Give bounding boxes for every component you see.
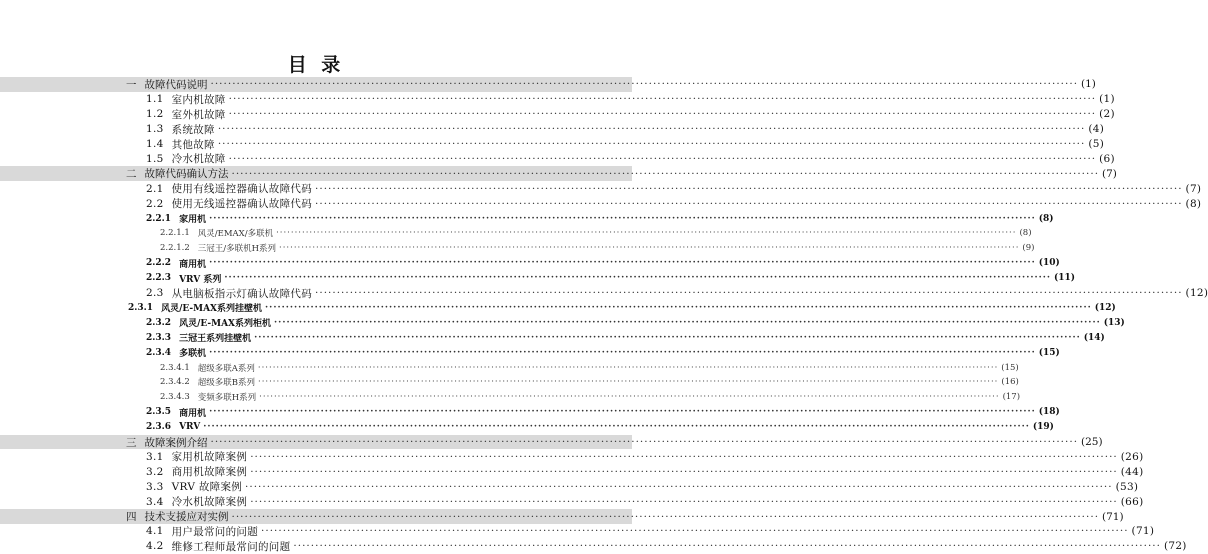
toc-entry-title: 室内机故障 <box>171 93 226 106</box>
toc-entry-number: 2.2 <box>146 197 164 210</box>
toc-dot-leader: ········································································································································································································ <box>257 362 999 373</box>
toc-entry-number: 三 <box>126 436 137 449</box>
toc-entry-row[interactable] <box>0 479 1139 494</box>
toc-page-number: (7) <box>1102 167 1117 180</box>
toc-chapter-row[interactable] <box>0 166 1117 181</box>
toc-entry-number: 2.2.1.1 <box>160 228 190 239</box>
toc-entry-row[interactable] <box>0 122 1105 137</box>
toc-page-number: (1) <box>1081 78 1096 91</box>
toc-entry-title: 风灵/E-MAX系列柜机 <box>179 319 272 330</box>
toc-entry-title: 技术支援应对实例 <box>144 511 229 524</box>
toc-dot-leader: ········································································································································································································ <box>231 510 1100 523</box>
toc-entry-number: 2.2.1 <box>146 213 172 224</box>
toc-dot-leader: ········································································································································································································ <box>228 108 1097 121</box>
toc-entry-row[interactable] <box>0 494 1144 509</box>
toc-dot-leader: ········································································································································································································ <box>293 540 1161 553</box>
toc-entry-number: 2.3.4.1 <box>160 362 190 373</box>
toc-entry-number: 3.3 <box>146 480 164 493</box>
toc-dot-leader: ········································································································································································································ <box>250 465 1118 478</box>
toc-entry-number: 2.3.2 <box>146 317 172 328</box>
toc-entry-row[interactable] <box>0 405 1060 420</box>
toc-dot-leader: ········································································································································································································ <box>210 436 1079 449</box>
toc-page-number: (72) <box>1163 540 1187 553</box>
toc-entry-title: 冷水机故障案例 <box>171 496 248 509</box>
toc-entry-number: 2.3.4.3 <box>160 392 190 403</box>
toc-entry-row[interactable] <box>0 315 1125 330</box>
toc-entry-title: 使用无线遥控器确认故障代码 <box>171 198 313 211</box>
toc-dot-leader: ········································································································································································································ <box>258 377 999 388</box>
toc-entry-row[interactable] <box>0 390 1021 405</box>
toc-entry-title: VRV 故障案例 <box>171 481 243 494</box>
toc-entry-row[interactable] <box>0 524 1155 539</box>
toc-entry-number: 2.2.1.2 <box>160 243 190 254</box>
toc-entry-row[interactable] <box>0 301 1116 316</box>
toc-entry-title: VRV 系列 <box>179 274 222 285</box>
toc-entry-number: 2.3.4.2 <box>160 377 190 388</box>
toc-entry-title: 从电脑板指示灯确认故障代码 <box>171 287 313 300</box>
toc-page-number: (71) <box>1131 525 1155 538</box>
toc-dot-leader: ········································································································································································································ <box>259 392 1000 403</box>
toc-entry-row[interactable] <box>0 211 1054 226</box>
page-title: 目 录 <box>287 54 345 76</box>
toc-entry-number: 2.3.6 <box>146 422 172 433</box>
toc-page-number: (15) <box>1038 347 1060 358</box>
toc-dot-leader: ········································································································································································································ <box>228 152 1097 165</box>
toc-dot-leader: ········································································································································································································ <box>274 317 1101 328</box>
toc-entry-number: 1.2 <box>146 108 164 121</box>
toc-dot-leader: ········································································································································································································ <box>315 182 1183 195</box>
toc-dot-leader: ········································································································································································································ <box>203 422 1030 433</box>
toc-page-number: (11) <box>1054 273 1076 284</box>
toc-entry-title: 其他故障 <box>171 138 215 151</box>
toc-dot-leader: ········································································································································································································ <box>217 123 1086 136</box>
toc-dot-leader: ········································································································································································································ <box>250 450 1118 463</box>
toc-dot-leader: ········································································································································································································ <box>209 347 1036 358</box>
toc-entry-title: 故障代码确认方法 <box>144 168 229 181</box>
toc-entry-row[interactable] <box>0 450 1144 465</box>
toc-dot-leader: ········································································································································································································ <box>231 167 1100 180</box>
toc-entry-title: 家用机 <box>179 215 207 226</box>
toc-entry-row[interactable] <box>0 256 1060 271</box>
toc-entry-title: 故障案例介绍 <box>144 436 208 449</box>
toc-page-number: (12) <box>1185 287 1208 300</box>
toc-entry-row[interactable] <box>0 241 1035 256</box>
toc-entry-title: 商用机 <box>179 259 207 270</box>
toc-entry-row[interactable] <box>0 345 1060 360</box>
toc-dot-leader: ········································································································································································································ <box>210 78 1079 91</box>
toc-chapter-row[interactable] <box>0 77 1096 92</box>
toc-page-number: (5) <box>1088 138 1105 151</box>
toc-entry-number: 1.4 <box>146 138 164 151</box>
toc-entry-title: 家用机故障案例 <box>171 451 248 464</box>
toc-entry-row[interactable] <box>0 360 1019 375</box>
toc-dot-leader: ········································································································································································································ <box>315 197 1183 210</box>
toc-dot-leader: ········································································································································································································ <box>279 243 1020 254</box>
toc-dot-leader: ········································································································································································································ <box>209 407 1036 418</box>
toc-page-number: (71) <box>1102 510 1124 523</box>
toc-entry-title: 商用机 <box>179 408 207 419</box>
toc-entry-number: 2.1 <box>146 182 164 195</box>
toc-page-number: (8) <box>1038 213 1054 224</box>
toc-dot-leader: ········································································································································································································ <box>276 228 1017 239</box>
toc-entry-number: 3.2 <box>146 465 164 478</box>
toc-page-number: (25) <box>1081 436 1103 449</box>
toc-entry-title: 系统故障 <box>171 123 215 136</box>
toc-entry-title: 使用有线遥控器确认故障代码 <box>171 183 313 196</box>
toc-entry-title: 超级多联B系列 <box>197 378 255 389</box>
toc-page-number: (12) <box>1094 302 1116 313</box>
toc-entry-number: 2.3.4 <box>146 347 172 358</box>
toc-page-number: (66) <box>1120 495 1144 508</box>
toc-dot-leader: ········································································································································································································ <box>265 302 1092 313</box>
toc-page-number: (9) <box>1022 243 1035 254</box>
toc-entry-title: 三冠王系列挂壁机 <box>179 334 252 345</box>
toc-dot-leader: ········································································································································································································ <box>254 332 1081 343</box>
toc-page-number: (15) <box>1001 362 1019 373</box>
toc-entry-number: 1.1 <box>146 93 164 106</box>
toc-entry-number: 1.3 <box>146 123 164 136</box>
toc-entry-number: 1.5 <box>146 152 164 165</box>
toc-page-number: (16) <box>1001 377 1019 388</box>
toc-dot-leader: ········································································································································································································ <box>261 525 1129 538</box>
toc-entry-row[interactable] <box>0 196 1202 211</box>
toc-entry-row[interactable] <box>0 226 1032 241</box>
toc-entry-row[interactable] <box>0 152 1115 167</box>
toc-entry-title: 用户最常问的问题 <box>171 525 259 538</box>
toc-dot-leader: ········································································································································································································ <box>250 495 1118 508</box>
toc-page-number: (7) <box>1185 182 1202 195</box>
toc-page-number: (8) <box>1185 197 1202 210</box>
toc-entry-row[interactable] <box>0 375 1019 390</box>
toc-entry-number: 2.2.3 <box>146 273 172 284</box>
toc-entry-title: 冷水机故障 <box>171 153 226 166</box>
toc-entry-row[interactable] <box>0 420 1054 435</box>
toc-dot-leader: ········································································································································································································ <box>209 213 1036 224</box>
toc-entry-title: 多联机 <box>179 349 207 360</box>
toc-page-number: (26) <box>1120 450 1144 463</box>
toc-page-number: (18) <box>1038 407 1060 418</box>
toc-entry-title: 风灵/E-MAX系列挂壁机 <box>161 304 263 315</box>
toc-entry-number: 4.1 <box>146 525 164 538</box>
toc-chapter-row[interactable] <box>0 509 1124 524</box>
toc-entry-row[interactable] <box>0 464 1144 479</box>
toc-entry-title: 商用机故障案例 <box>171 466 248 479</box>
toc-entry-title: VRV <box>179 422 201 433</box>
toc-page-number: (1) <box>1099 93 1115 106</box>
toc-entry-number: 2.3.5 <box>146 407 172 418</box>
toc-page-number: (4) <box>1088 123 1105 136</box>
toc-page-number: (13) <box>1103 317 1125 328</box>
toc-entry-title: 故障代码说明 <box>144 78 208 91</box>
toc-page-number: (14) <box>1083 332 1105 343</box>
toc-entry-row[interactable] <box>0 92 1115 107</box>
toc-entry-number: 2.3.3 <box>146 332 172 343</box>
toc-page-number: (10) <box>1038 258 1060 269</box>
toc-entry-row[interactable] <box>0 107 1115 122</box>
toc-dot-leader: ········································································································································································································ <box>209 258 1036 269</box>
toc-entry-title: 风灵/EMAX/多联机 <box>197 229 274 240</box>
toc-entry-title: 超级多联A系列 <box>197 363 255 374</box>
toc-entry-row[interactable] <box>0 181 1202 196</box>
toc-dot-leader: ········································································································································································································ <box>217 138 1086 151</box>
toc-entry-number: 2.2.2 <box>146 258 172 269</box>
toc-entry-number: 2.3 <box>146 287 164 300</box>
toc-entry-number: 2.3.1 <box>128 302 154 313</box>
toc-dot-leader: ········································································································································································································ <box>228 93 1097 106</box>
toc-entry-row[interactable] <box>0 330 1105 345</box>
toc-entry-title: 维修工程师最常问的问题 <box>171 540 291 553</box>
toc-entry-number: 4.2 <box>146 540 164 553</box>
toc-entry-title: 变频多联H系列 <box>197 393 257 404</box>
toc-entry-row[interactable] <box>0 286 1208 301</box>
toc-page-number: (19) <box>1032 422 1054 433</box>
toc-entry-number: 3.4 <box>146 495 164 508</box>
toc-page-number: (8) <box>1019 228 1032 239</box>
toc-page-number: (17) <box>1002 392 1021 403</box>
toc-entry-number: 一 <box>126 78 137 91</box>
toc-entry-number: 四 <box>126 511 137 524</box>
toc-dot-leader: ········································································································································································································ <box>245 480 1113 493</box>
toc-dot-leader: ········································································································································································································ <box>315 287 1183 300</box>
toc-dot-leader: ········································································································································································································ <box>224 273 1051 284</box>
toc-entry-row[interactable] <box>0 539 1187 554</box>
toc-page-number: (44) <box>1120 465 1144 478</box>
toc-entry-number: 3.1 <box>146 450 164 463</box>
toc-entry-title: 三冠王/多联机H系列 <box>197 244 277 255</box>
toc-entry-row[interactable] <box>0 271 1076 286</box>
toc-chapter-row[interactable] <box>0 435 1103 450</box>
toc-page-number: (2) <box>1099 108 1115 121</box>
toc-page-number: (53) <box>1115 480 1139 493</box>
toc-entry-row[interactable] <box>0 137 1105 152</box>
toc-page-number: (6) <box>1099 152 1115 165</box>
toc-entry-title: 室外机故障 <box>171 108 226 121</box>
toc-entry-number: 二 <box>126 168 137 181</box>
